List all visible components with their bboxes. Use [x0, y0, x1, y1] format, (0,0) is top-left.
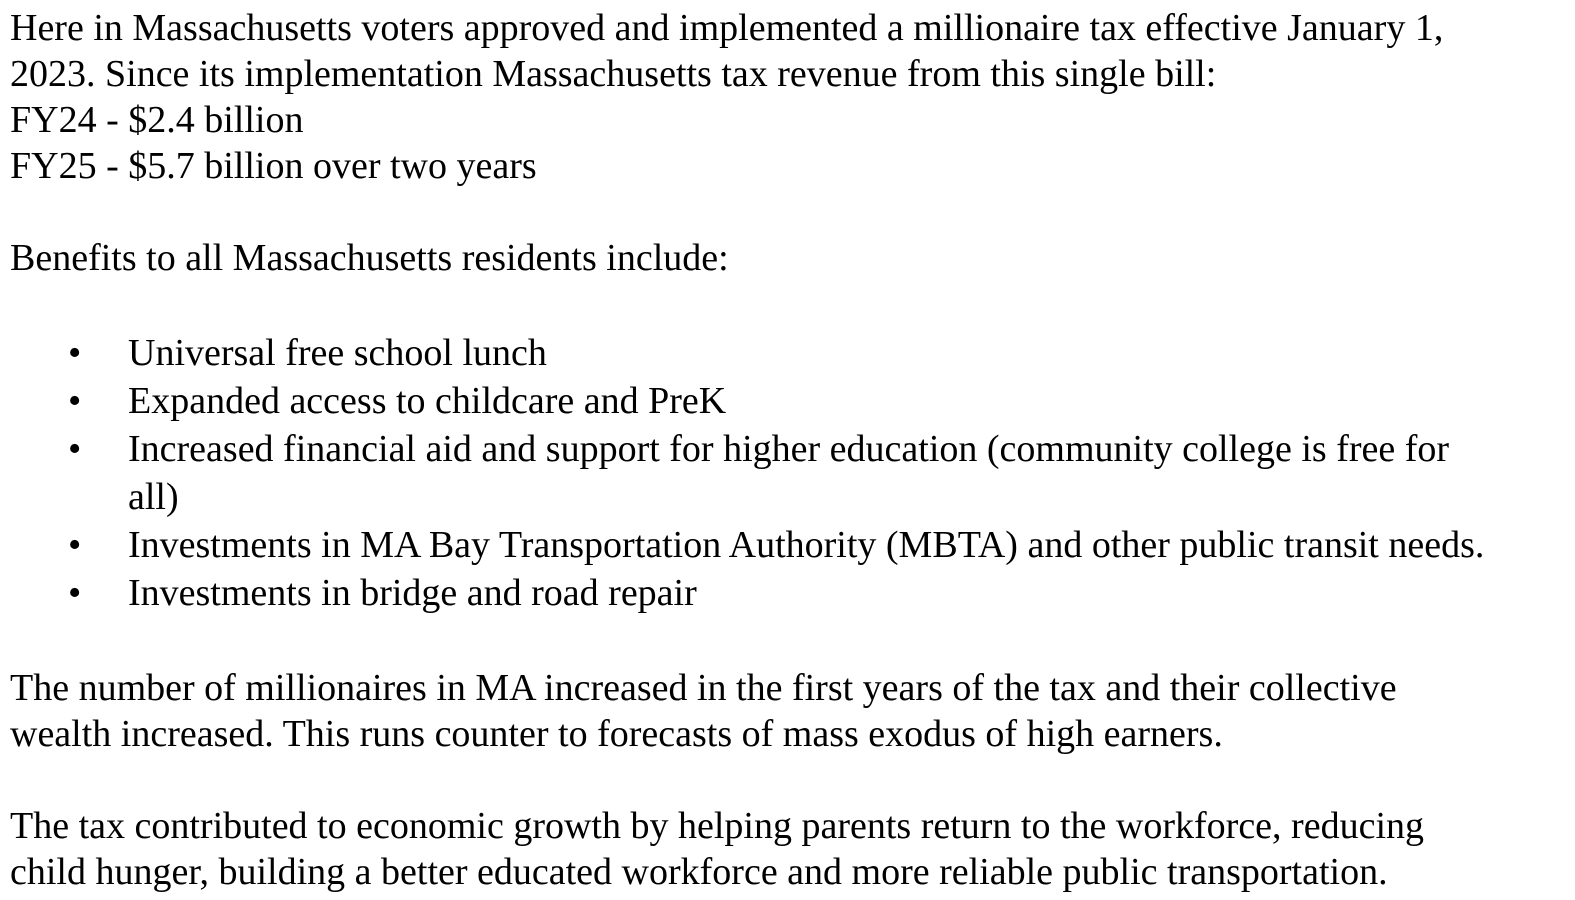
list-item-text: Expanded access to childcare and PreK — [128, 380, 727, 422]
intro-line-1: Here in Massachusetts voters approved and implemented a millionaire tax effective January 1, — [10, 7, 1444, 49]
list-item — [10, 329, 1570, 377]
list-item-text: Universal free school lunch — [128, 332, 547, 374]
paragraph-line: wealth increased. This runs counter to forecasts of mass exodus of high earners. — [10, 713, 1223, 755]
paragraph-line: child hunger, building a better educated workforce and more reliable public transportation. — [10, 851, 1388, 893]
bullet-icon: • — [68, 572, 82, 614]
economic-growth-paragraph — [10, 803, 1570, 895]
list-item — [10, 521, 1570, 569]
spacer — [10, 281, 1570, 329]
intro-paragraph — [10, 5, 1570, 189]
list-item-text-continued: all) — [128, 476, 179, 518]
bullet-icon: • — [68, 332, 82, 374]
fy24-revenue: FY24 - $2.4 billion — [10, 99, 304, 141]
list-item-text: Investments in bridge and road repair — [128, 572, 697, 614]
spacer — [10, 757, 1570, 803]
list-item — [10, 377, 1570, 425]
bullet-icon: • — [68, 428, 82, 470]
benefits-heading: Benefits to all Massachusetts residents include: — [10, 237, 729, 279]
bullet-icon: • — [68, 380, 82, 422]
spacer — [10, 617, 1570, 665]
list-item-text: Increased financial aid and support for higher education (community college is free for — [128, 428, 1450, 470]
bullet-icon: • — [68, 524, 82, 566]
benefits-list — [10, 329, 1570, 617]
spacer — [10, 189, 1570, 235]
fy25-revenue: FY25 - $5.7 billion over two years — [10, 145, 537, 187]
intro-line-2: 2023. Since its implementation Massachusetts tax revenue from this single bill: — [10, 53, 1217, 95]
paragraph-line: The number of millionaires in MA increased in the first years of the tax and their collective — [10, 667, 1397, 709]
millionaires-paragraph — [10, 665, 1570, 757]
list-item — [10, 569, 1570, 617]
document-body — [10, 5, 1570, 895]
list-item — [10, 425, 1570, 521]
list-item-text: Investments in MA Bay Transportation Authority (MBTA) and other public transit needs. — [128, 524, 1485, 566]
paragraph-line: The tax contributed to economic growth by helping parents return to the workforce, reducing — [10, 805, 1424, 847]
